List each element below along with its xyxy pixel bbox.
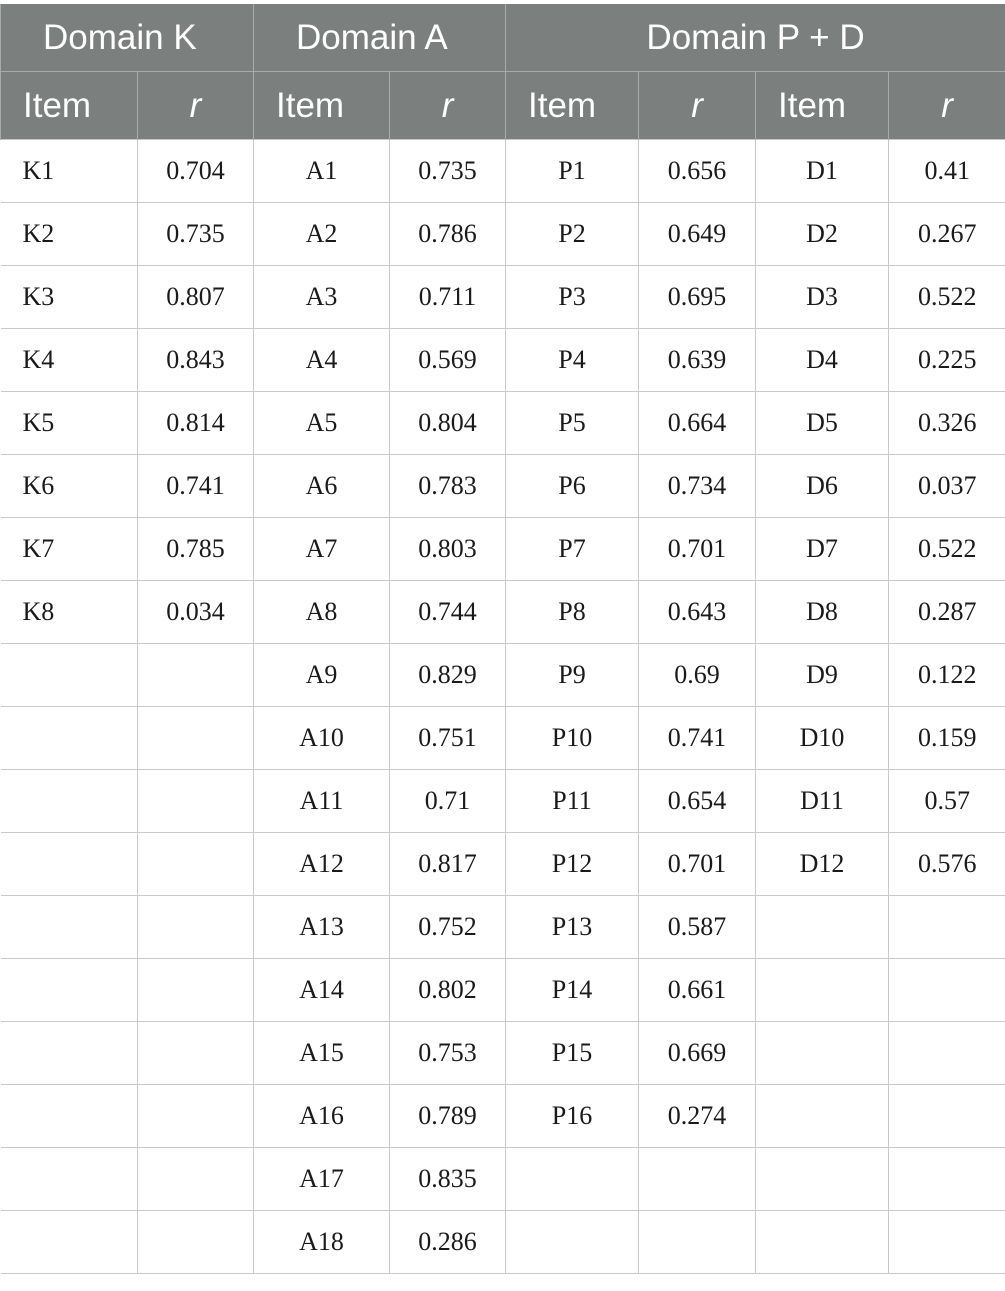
cell-item-p: P12 xyxy=(506,833,639,896)
sub-header-item-d: Item xyxy=(756,72,889,140)
cell-r-k xyxy=(138,707,254,770)
table-row xyxy=(1,707,1005,770)
cell-r-d: 0.225 xyxy=(889,329,1005,392)
cell-item-d: D6 xyxy=(756,455,889,518)
cell-item-k xyxy=(1,833,138,896)
group-header-row xyxy=(1,4,1005,72)
cell-item-k: K1 xyxy=(1,140,138,203)
cell-r-d: 0.037 xyxy=(889,455,1005,518)
table-header xyxy=(1,4,1005,140)
cell-item-k: K4 xyxy=(1,329,138,392)
cell-r-k xyxy=(138,1148,254,1211)
cell-r-k: 0.843 xyxy=(138,329,254,392)
correlation-table xyxy=(0,4,1005,1274)
group-header-domain-k: Domain K xyxy=(1,4,254,72)
cell-item-d: D2 xyxy=(756,203,889,266)
cell-r-a: 0.711 xyxy=(390,266,506,329)
cell-r-p: 0.669 xyxy=(639,1022,756,1085)
cell-r-a: 0.753 xyxy=(390,1022,506,1085)
sub-header-row xyxy=(1,72,1005,140)
sub-header-r-d: r xyxy=(889,72,1005,140)
cell-item-d: D5 xyxy=(756,392,889,455)
cell-r-a: 0.569 xyxy=(390,329,506,392)
cell-item-p: P13 xyxy=(506,896,639,959)
cell-r-p xyxy=(639,1211,756,1274)
cell-item-p xyxy=(506,1148,639,1211)
table-row xyxy=(1,140,1005,203)
cell-r-k: 0.741 xyxy=(138,455,254,518)
cell-item-d xyxy=(756,1085,889,1148)
cell-r-a: 0.751 xyxy=(390,707,506,770)
cell-item-d xyxy=(756,1022,889,1085)
cell-r-k: 0.785 xyxy=(138,518,254,581)
cell-r-p: 0.587 xyxy=(639,896,756,959)
cell-item-d: D9 xyxy=(756,644,889,707)
cell-r-p: 0.656 xyxy=(639,140,756,203)
cell-item-d: D11 xyxy=(756,770,889,833)
sub-header-r-a: r xyxy=(390,72,506,140)
cell-r-k: 0.807 xyxy=(138,266,254,329)
cell-item-d xyxy=(756,1148,889,1211)
cell-item-p: P15 xyxy=(506,1022,639,1085)
cell-r-a: 0.817 xyxy=(390,833,506,896)
cell-item-a: A6 xyxy=(254,455,390,518)
cell-item-a: A17 xyxy=(254,1148,390,1211)
cell-r-d xyxy=(889,1022,1005,1085)
cell-item-a: A18 xyxy=(254,1211,390,1274)
cell-r-p: 0.643 xyxy=(639,581,756,644)
cell-item-p: P3 xyxy=(506,266,639,329)
table-row xyxy=(1,329,1005,392)
cell-r-d: 0.287 xyxy=(889,581,1005,644)
cell-item-a: A3 xyxy=(254,266,390,329)
table-row xyxy=(1,1022,1005,1085)
cell-r-d: 0.41 xyxy=(889,140,1005,203)
cell-item-p: P14 xyxy=(506,959,639,1022)
table-body xyxy=(1,140,1005,1274)
cell-r-d: 0.326 xyxy=(889,392,1005,455)
cell-item-a: A4 xyxy=(254,329,390,392)
cell-r-d: 0.267 xyxy=(889,203,1005,266)
table-row xyxy=(1,581,1005,644)
cell-item-d xyxy=(756,959,889,1022)
cell-r-p: 0.741 xyxy=(639,707,756,770)
cell-item-p: P1 xyxy=(506,140,639,203)
table-row xyxy=(1,392,1005,455)
cell-r-k xyxy=(138,1211,254,1274)
cell-item-p xyxy=(506,1211,639,1274)
table-row xyxy=(1,770,1005,833)
cell-r-k: 0.814 xyxy=(138,392,254,455)
cell-r-p: 0.695 xyxy=(639,266,756,329)
cell-r-a: 0.735 xyxy=(390,140,506,203)
table-row xyxy=(1,1211,1005,1274)
sub-header-item-p: Item xyxy=(506,72,639,140)
cell-r-p: 0.654 xyxy=(639,770,756,833)
cell-item-a: A12 xyxy=(254,833,390,896)
cell-r-p: 0.701 xyxy=(639,518,756,581)
cell-item-p: P2 xyxy=(506,203,639,266)
cell-r-k: 0.704 xyxy=(138,140,254,203)
sub-header-r-k: r xyxy=(138,72,254,140)
table-row xyxy=(1,896,1005,959)
table-row xyxy=(1,644,1005,707)
cell-item-a: A13 xyxy=(254,896,390,959)
cell-r-k xyxy=(138,1085,254,1148)
cell-item-a: A11 xyxy=(254,770,390,833)
table-row xyxy=(1,203,1005,266)
cell-item-a: A2 xyxy=(254,203,390,266)
cell-r-d xyxy=(889,1148,1005,1211)
table-row xyxy=(1,1085,1005,1148)
cell-r-p: 0.274 xyxy=(639,1085,756,1148)
cell-item-d xyxy=(756,896,889,959)
cell-r-p: 0.649 xyxy=(639,203,756,266)
cell-r-d xyxy=(889,896,1005,959)
cell-item-k xyxy=(1,707,138,770)
cell-r-a: 0.71 xyxy=(390,770,506,833)
cell-item-k xyxy=(1,1211,138,1274)
cell-item-a: A16 xyxy=(254,1085,390,1148)
table-row xyxy=(1,266,1005,329)
cell-r-p: 0.734 xyxy=(639,455,756,518)
cell-item-d: D10 xyxy=(756,707,889,770)
cell-item-p: P10 xyxy=(506,707,639,770)
cell-item-k: K8 xyxy=(1,581,138,644)
cell-r-a: 0.789 xyxy=(390,1085,506,1148)
cell-r-a: 0.803 xyxy=(390,518,506,581)
cell-item-p: P5 xyxy=(506,392,639,455)
table-row xyxy=(1,833,1005,896)
cell-item-k: K3 xyxy=(1,266,138,329)
cell-item-p: P11 xyxy=(506,770,639,833)
cell-item-a: A7 xyxy=(254,518,390,581)
cell-item-a: A10 xyxy=(254,707,390,770)
cell-item-d: D8 xyxy=(756,581,889,644)
cell-r-d: 0.57 xyxy=(889,770,1005,833)
cell-r-k xyxy=(138,770,254,833)
cell-r-a: 0.786 xyxy=(390,203,506,266)
cell-r-a: 0.829 xyxy=(390,644,506,707)
cell-item-k: K2 xyxy=(1,203,138,266)
cell-item-p: P8 xyxy=(506,581,639,644)
sub-header-r-p: r xyxy=(639,72,756,140)
table-row xyxy=(1,959,1005,1022)
cell-item-p: P9 xyxy=(506,644,639,707)
sub-header-item-a: Item xyxy=(254,72,390,140)
cell-item-p: P7 xyxy=(506,518,639,581)
cell-r-k: 0.034 xyxy=(138,581,254,644)
cell-r-d: 0.522 xyxy=(889,518,1005,581)
table-row xyxy=(1,455,1005,518)
group-header-domain-a: Domain A xyxy=(254,4,506,72)
cell-item-d: D3 xyxy=(756,266,889,329)
cell-item-d: D1 xyxy=(756,140,889,203)
cell-r-a: 0.744 xyxy=(390,581,506,644)
cell-r-p: 0.701 xyxy=(639,833,756,896)
cell-item-k: K5 xyxy=(1,392,138,455)
cell-item-k xyxy=(1,1085,138,1148)
cell-item-k: K6 xyxy=(1,455,138,518)
cell-r-k xyxy=(138,644,254,707)
cell-item-a: A14 xyxy=(254,959,390,1022)
cell-item-k xyxy=(1,959,138,1022)
cell-r-k xyxy=(138,1022,254,1085)
cell-r-d: 0.576 xyxy=(889,833,1005,896)
group-header-domain-pd: Domain P + D xyxy=(506,4,1005,72)
cell-item-a: A5 xyxy=(254,392,390,455)
cell-item-d: D7 xyxy=(756,518,889,581)
cell-r-k xyxy=(138,959,254,1022)
cell-item-a: A1 xyxy=(254,140,390,203)
cell-item-k xyxy=(1,644,138,707)
cell-item-d xyxy=(756,1211,889,1274)
cell-item-k: K7 xyxy=(1,518,138,581)
cell-r-d xyxy=(889,959,1005,1022)
cell-r-d: 0.522 xyxy=(889,266,1005,329)
cell-item-d: D12 xyxy=(756,833,889,896)
table-row xyxy=(1,1148,1005,1211)
cell-item-p: P16 xyxy=(506,1085,639,1148)
cell-item-k xyxy=(1,1148,138,1211)
cell-r-d: 0.159 xyxy=(889,707,1005,770)
cell-r-k xyxy=(138,896,254,959)
cell-r-p: 0.639 xyxy=(639,329,756,392)
cell-r-a: 0.835 xyxy=(390,1148,506,1211)
cell-r-p: 0.69 xyxy=(639,644,756,707)
table-row xyxy=(1,518,1005,581)
cell-item-k xyxy=(1,896,138,959)
cell-r-a: 0.752 xyxy=(390,896,506,959)
cell-r-a: 0.783 xyxy=(390,455,506,518)
cell-item-a: A9 xyxy=(254,644,390,707)
cell-item-a: A8 xyxy=(254,581,390,644)
cell-r-a: 0.802 xyxy=(390,959,506,1022)
cell-r-k xyxy=(138,833,254,896)
cell-item-d: D4 xyxy=(756,329,889,392)
cell-r-k: 0.735 xyxy=(138,203,254,266)
cell-item-p: P6 xyxy=(506,455,639,518)
cell-r-p: 0.664 xyxy=(639,392,756,455)
cell-r-a: 0.804 xyxy=(390,392,506,455)
cell-item-p: P4 xyxy=(506,329,639,392)
cell-r-p xyxy=(639,1148,756,1211)
cell-r-d xyxy=(889,1211,1005,1274)
sub-header-item-k: Item xyxy=(1,72,138,140)
cell-r-d xyxy=(889,1085,1005,1148)
cell-r-p: 0.661 xyxy=(639,959,756,1022)
cell-r-d: 0.122 xyxy=(889,644,1005,707)
cell-item-k xyxy=(1,1022,138,1085)
cell-item-k xyxy=(1,770,138,833)
cell-item-a: A15 xyxy=(254,1022,390,1085)
cell-r-a: 0.286 xyxy=(390,1211,506,1274)
